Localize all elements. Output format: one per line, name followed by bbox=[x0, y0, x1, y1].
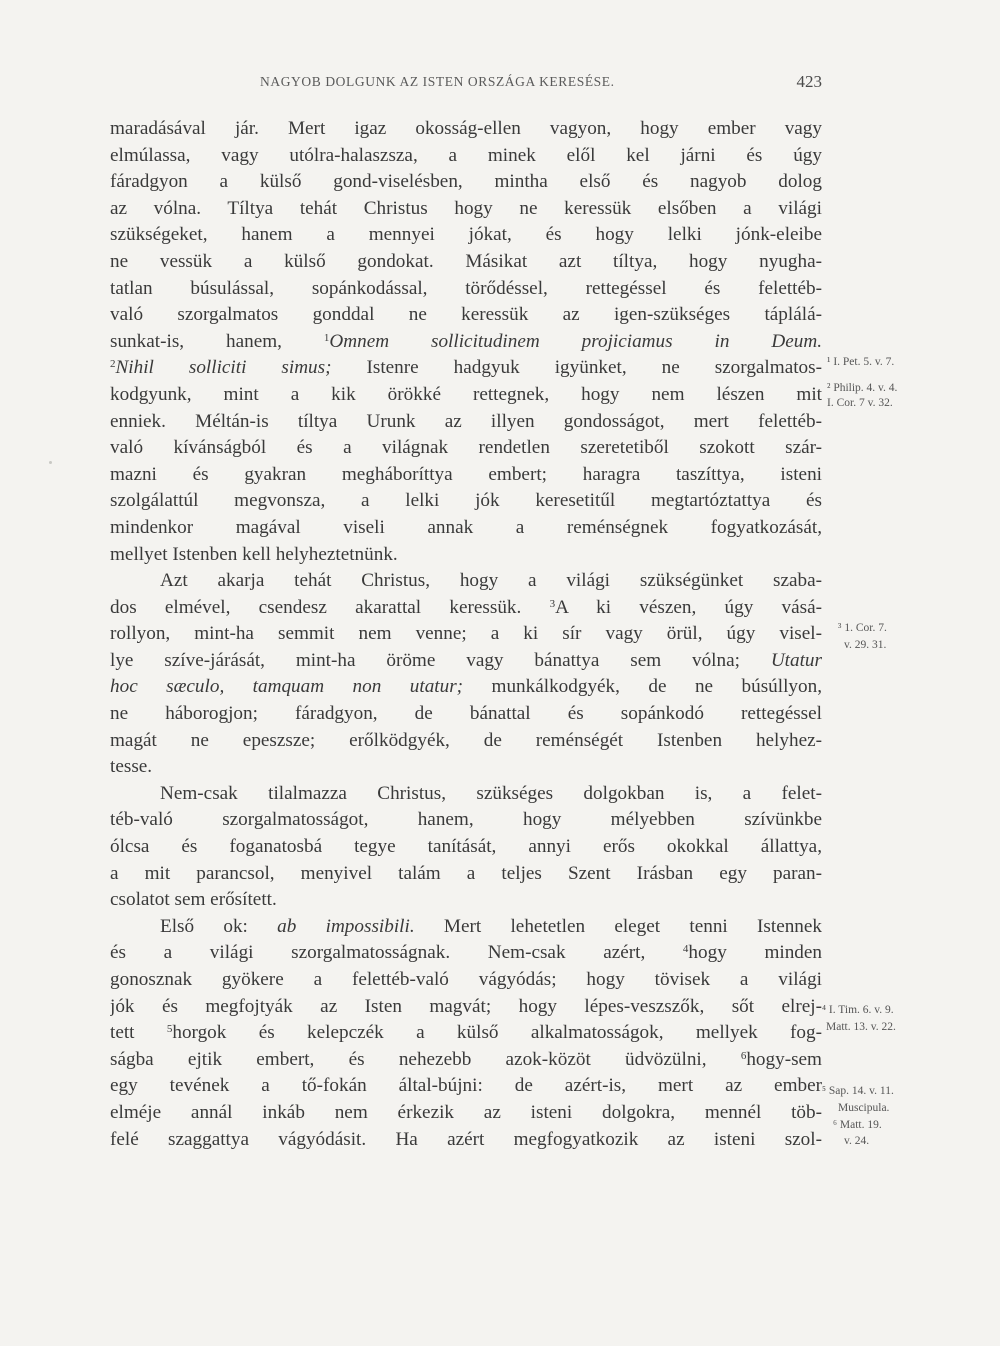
body-text bbox=[110, 116, 822, 1153]
latin-quote: ab impossibili. bbox=[277, 915, 415, 937]
text-line bbox=[110, 329, 822, 356]
latin-quote: hoc sæculo, tamquam non utatur; bbox=[110, 676, 464, 698]
margin-note: I. Cor. 7 v. 32. bbox=[827, 397, 893, 409]
text-segment: munkálkodgyék, de ne búsúllyon, bbox=[463, 676, 822, 698]
margin-note: Matt. 13. v. 22. bbox=[826, 1021, 896, 1033]
text-line bbox=[110, 1020, 822, 1047]
latin-quote: Utatur bbox=[770, 649, 822, 671]
page-number: 423 bbox=[796, 72, 822, 91]
margin-note: ⁴ I. Tim. 6. v. 9. bbox=[822, 1004, 894, 1016]
text-line: ne háborogjon; fáradgyon, de bánattal és sopánkodó rettegéssel bbox=[110, 703, 822, 725]
text-line: való szorgalmatos gonddal ne keressük az igen-szükséges táplálá- bbox=[110, 304, 822, 326]
text-segment: sunkat-is, hanem, bbox=[110, 330, 282, 352]
text-line: szolgálattúl megvonsza, a lelki jók keresetitűl megtartóztattya és bbox=[110, 490, 822, 512]
text-segment: hogy minden bbox=[688, 942, 822, 964]
text-line: elméje annál inkáb nem érkezik az isteni dolgokra, mennél töb- bbox=[110, 1101, 822, 1123]
text-segment: A ki vészen, úgy vásá- bbox=[555, 596, 822, 618]
text-line: az vólna. Tíltya tehát Christus hogy ne keressük elsőben a világi bbox=[110, 197, 822, 219]
text-line: felé szaggattya vágyódásit. Ha azért megfogyatkozik az isteni szol- bbox=[110, 1128, 822, 1150]
margin-note: ⁶ Matt. 19. bbox=[833, 1119, 882, 1131]
footnote-marker: 3 bbox=[549, 597, 556, 610]
text-segment: ságba ejtik embert, és nehezebb azok-közöt üdvözülni, bbox=[110, 1048, 707, 1070]
text-line: elmúlassa, vagy utólra-halaszsza, a minek elől kel járni és úgy bbox=[110, 144, 822, 166]
text-line bbox=[110, 648, 822, 675]
text-segment: tett bbox=[110, 1022, 135, 1044]
scan-speck bbox=[49, 461, 52, 464]
text-line: gonosznak gyökere a felettéb-való vágyódás; hogy tövisek a világi bbox=[110, 969, 822, 990]
text-line bbox=[110, 595, 822, 622]
margin-note: ² Philip. 4. v. 4. bbox=[827, 382, 898, 394]
text-segment: Mert lehetetlen eleget tenni Istennek bbox=[443, 915, 822, 937]
footnote-marker: 1 bbox=[323, 331, 330, 344]
text-line: fáradgyon a külső gond-viselésben, mintha első és nagyob dolog bbox=[110, 171, 822, 193]
text-line: kodgyunk, mint a kik örökké rettegnek, hogy nem lészen mit bbox=[110, 383, 822, 405]
text-line: mellyet Istenben kell helyheztetnünk. bbox=[110, 543, 398, 565]
text-segment: dos elmével, csendesz akarattal keressük. bbox=[110, 596, 522, 618]
text-line: mindenkor magával viseli annak a reménségnek fogyatkozását, bbox=[110, 516, 822, 538]
text-line: ólcsa és foganatosbá tegye tanítását, annyi erős okokkal állattya, bbox=[110, 836, 822, 858]
text-line: maradásával jár. Mert igaz okosság-ellen vagyon, hogy ember vagy bbox=[110, 118, 822, 139]
margin-note: v. 29. 31. bbox=[844, 639, 887, 651]
margin-note: v. 24. bbox=[844, 1135, 870, 1147]
text-line: szükségeket, hanem a mennyei jókat, és hogy lelki jónk-eleibe bbox=[110, 224, 822, 246]
text-segment: és a világi szorgalmatosságnak. Nem-csak azért, bbox=[110, 942, 646, 964]
margin-note: ³ 1. Cor. 7. bbox=[838, 622, 887, 634]
text-line bbox=[110, 674, 822, 701]
text-segment: lye szíve-járását, mint-ha öröme vagy bánattya sem vólna; bbox=[110, 649, 740, 671]
page-header bbox=[110, 72, 822, 98]
footnote-marker: 5 bbox=[166, 1023, 173, 1036]
text-line: Azt akarja tehát Christus, hogy a világi szükségünket szaba- bbox=[160, 570, 822, 592]
text-line: Nem-csak tilalmazza Christus, szükséges dolgokban is, a felet- bbox=[160, 782, 822, 804]
latin-quote: Nihil solliciti simus; bbox=[115, 357, 332, 379]
text-line: ne vessük a külső gondokat. Másikat azt tíltya, hogy nyugha- bbox=[110, 250, 822, 272]
text-line: téb-való szorgalmatosságot, hanem, hogy mélyebben szívünkbe bbox=[110, 809, 822, 831]
text-line bbox=[110, 355, 822, 382]
latin-quote: Omnem sollicitudinem projiciamus in Deum. bbox=[329, 330, 822, 352]
text-line: magát ne epeszsze; erőlködgyék, de reménségét Istenben helyhez- bbox=[110, 729, 822, 751]
text-line: csolatot sem erősített. bbox=[110, 889, 277, 911]
text-segment: Istenre hadgyuk igyünket, ne szorgalmatos- bbox=[331, 357, 822, 379]
text-line: jók és megfojtyák az Isten magvát; hogy lépes-veszszők, sőt elrej- bbox=[110, 995, 822, 1017]
text-line: mazni és gyakran megháboríttya embert; haragra taszíttya, isteni bbox=[110, 463, 822, 485]
running-head: NAGYOB DOLGUNK AZ ISTEN ORSZÁGA KERESÉSE. bbox=[260, 74, 615, 89]
margin-note: Muscipula. bbox=[838, 1102, 890, 1114]
text-line bbox=[110, 1047, 822, 1074]
text-line: enniek. Méltán-is tíltya Urunk az illyen gondosságot, mert felettéb- bbox=[110, 410, 822, 432]
text-segment: horgok és kelepczék a külső alkalmatosságok, mellyek fog- bbox=[172, 1022, 822, 1044]
text-line bbox=[110, 914, 822, 941]
text-line: rollyon, mint-ha semmit nem venne; a ki sír vagy örül, úgy visel- bbox=[110, 623, 822, 645]
text-line: való kívánságból és a világnak rendetlen szeretetiből szokott szár- bbox=[110, 437, 822, 459]
margin-note: ¹ I. Pet. 5. v. 7. bbox=[827, 356, 895, 368]
text-line: tesse. bbox=[110, 756, 153, 778]
footnote-marker: 2 bbox=[110, 358, 116, 371]
text-segment: Első ok: bbox=[160, 915, 248, 937]
text-line: a mit parancsol, menyivel talám a teljes Szent Irásban egy paran- bbox=[110, 862, 822, 884]
text-line bbox=[110, 940, 822, 967]
footnote-marker: 4 bbox=[682, 943, 689, 956]
text-line: egy tevének a tő-fokán által-bújni: de azért-is, mert az ember bbox=[110, 1075, 822, 1097]
footnote-marker: 6 bbox=[740, 1049, 747, 1062]
text-line: tatlan búsulással, sopánkodással, törődéssel, rettegéssel és felettéb- bbox=[110, 277, 822, 299]
margin-note: ⁵ Sap. 14. v. 11. bbox=[822, 1085, 894, 1097]
text-segment: hogy-sem bbox=[746, 1048, 822, 1070]
